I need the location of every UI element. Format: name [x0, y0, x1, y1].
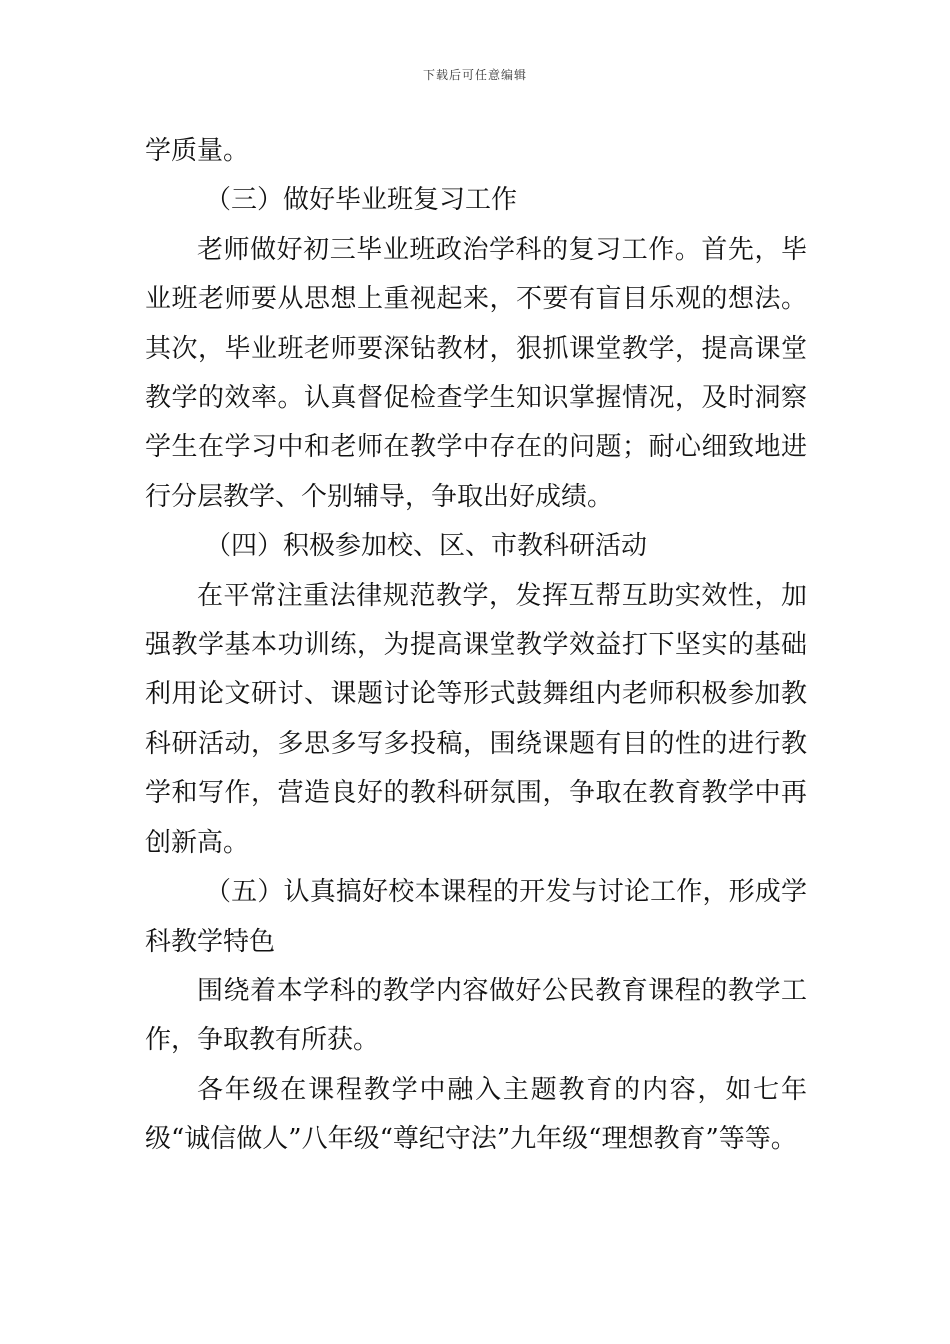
document-body: [145, 127, 807, 1165]
paragraph-review-work: 老师做好初三毕业班政治学科的复习工作。首先，毕业班老师要从思想上重视起来，不要有盲目乐观的想法。其次，毕业班老师要深钻教材，狠抓课堂教学，提高课堂教学的效率。认真督促检查学生知识掌握情况，及时洞察学生在学习中和老师在教学中存在的问题；耐心细致地进行分层教学、个别辅导，争取出好成绩。: [145, 234, 807, 512]
page-header-note: 下载后可任意编辑: [422, 68, 527, 82]
section-heading-4: （四）积极参加校、区、市教科研活动: [205, 531, 648, 562]
paragraph-continuation: 学质量。: [145, 136, 250, 166]
paragraph-theme-education: 各年级在课程教学中融入主题教育的内容，如七年级“诚信做人”八年级“尊纪守法”九年级“理想教育”等等。: [145, 1074, 807, 1155]
section-heading-3: （三）做好毕业班复习工作: [205, 185, 518, 216]
section-heading-5: （五）认真搞好校本课程的开发与讨论工作，形成学科教学特色: [145, 877, 807, 957]
paragraph-civic-education: 围绕着本学科的教学内容做好公民教育课程的教学工作，争取教有所获。: [145, 975, 807, 1056]
paragraph-research-activities: 在平常注重法律规范教学，发挥互帮互助实效性，加强教学基本功训练，为提高课堂教学效益打下坚实的基础利用论文研讨、课题讨论等形式鼓舞组内老师积极参加教科研活动，多思多写多投稿，围绕课题有目的性的进行教学和写作，营造良好的教科研氛围，争取在教育教学中再创新高。: [145, 580, 807, 858]
